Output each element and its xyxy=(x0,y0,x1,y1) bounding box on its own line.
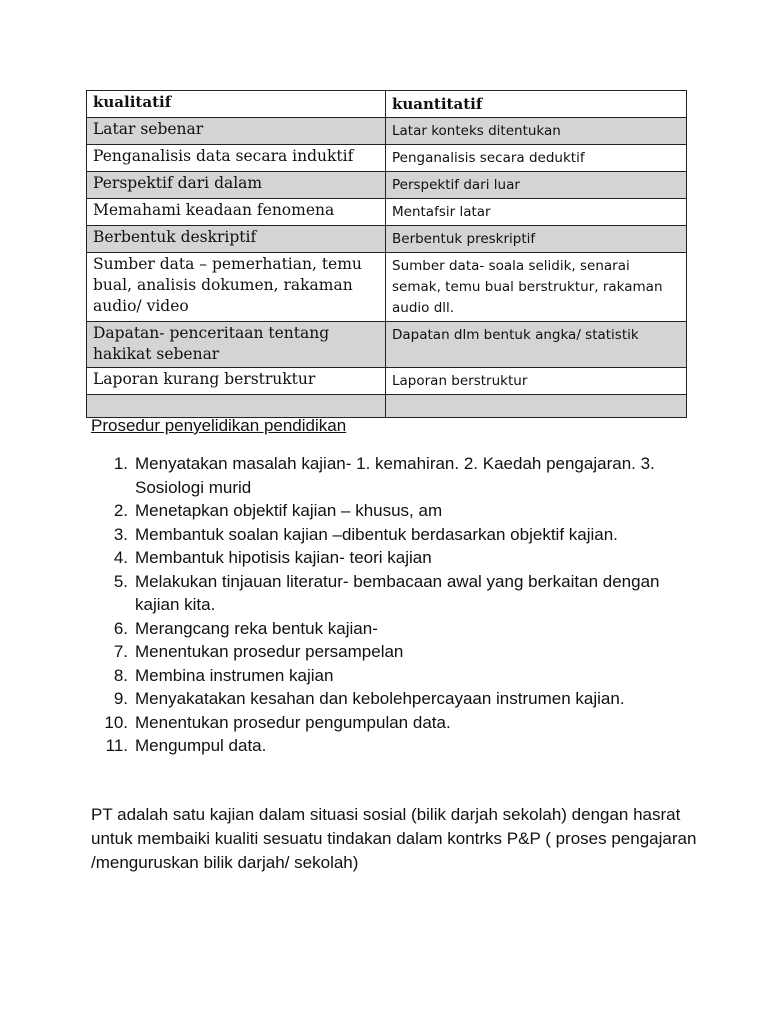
pt-definition-paragraph: PT adalah satu kajian dalam situasi sosial (bilik darjah sekolah) dengan hasrat untuk membaiki kualiti sesuatu tindakan dalam kontrks P&P ( proses pengajaran /menguruskan bilik darjah/ sekolah) xyxy=(91,805,697,872)
list-number: 7. xyxy=(113,642,128,661)
list-item xyxy=(91,734,691,758)
kuantitatif-cell: Laporan berstruktur xyxy=(386,368,687,395)
list-number: 8. xyxy=(113,665,128,685)
procedure-heading: Prosedur penyelidikan pendidikan xyxy=(91,416,347,435)
procedure-list xyxy=(91,452,691,758)
table-header-row xyxy=(87,91,687,118)
table-row xyxy=(87,226,687,253)
kualitatif-cell: Memahami keadaan fenomena xyxy=(87,199,386,226)
list-item xyxy=(91,617,691,641)
list-text: Mengumpul data. xyxy=(135,736,267,755)
list-text: Menentukan prosedur persampelan xyxy=(135,642,404,661)
list-text: Menentukan prosedur pengumpulan data. xyxy=(135,712,451,732)
kualitatif-cell: Laporan kurang berstruktur xyxy=(87,368,386,395)
table-row xyxy=(87,368,687,395)
list-number: 5. xyxy=(113,571,128,591)
list-number: 11. xyxy=(105,736,128,755)
list-number: 6. xyxy=(113,618,128,638)
list-text: Membantuk soalan kajian –dibentuk berdasarkan objektif kajian. xyxy=(135,524,618,544)
list-number: 10. xyxy=(104,712,128,732)
empty-cell xyxy=(87,395,386,418)
list-number: 9. xyxy=(113,689,128,708)
kuantitatif-cell: Mentafsir latar xyxy=(386,199,687,226)
empty-cell xyxy=(386,395,687,418)
list-text: Merangcang reka bentuk kajian- xyxy=(135,618,378,638)
kualitatif-cell: Perspektif dari dalam xyxy=(87,172,386,199)
table-row xyxy=(87,172,687,199)
header-kuantitatif: kuantitatif xyxy=(386,91,687,118)
kuantitatif-cell: Sumber data- soala selidik, senarai semak, temu bual berstruktur, rakaman audio dll. xyxy=(386,253,687,322)
list-item xyxy=(91,664,691,688)
header-kualitatif: kualitatif xyxy=(87,91,386,118)
list-number: 2. xyxy=(113,501,128,520)
kualitatif-cell: Dapatan- penceritaan tentang hakikat sebenar xyxy=(87,322,386,368)
list-item xyxy=(91,711,691,735)
list-text: Melakukan tinjauan literatur- bembacaan awal yang berkaitan dengan kajian kita. xyxy=(135,571,660,614)
table-row xyxy=(87,253,687,322)
table-row xyxy=(87,199,687,226)
list-item xyxy=(91,546,691,570)
empty-table-row xyxy=(87,395,687,418)
list-number: 3. xyxy=(113,524,128,544)
table-row xyxy=(87,145,687,172)
kuantitatif-cell: Perspektif dari luar xyxy=(386,172,687,199)
list-item xyxy=(91,523,691,547)
list-item xyxy=(91,570,691,617)
kualitatif-cell: Latar sebenar xyxy=(87,118,386,145)
list-text: Menyakatakan kesahan dan kebolehpercayaan instrumen kajian. xyxy=(135,689,625,708)
kualitatif-cell: Sumber data – pemerhatian, temu bual, analisis dokumen, rakaman audio/ video xyxy=(87,253,386,322)
kualitatif-cell: Penganalisis data secara induktif xyxy=(87,145,386,172)
list-number: 4. xyxy=(113,548,128,567)
list-item xyxy=(91,452,691,499)
list-item xyxy=(91,499,691,523)
list-number: 1. xyxy=(113,454,128,473)
kuantitatif-cell: Latar konteks ditentukan xyxy=(386,118,687,145)
kuantitatif-cell: Berbentuk preskriptif xyxy=(386,226,687,253)
table-row xyxy=(87,322,687,368)
comparison-table xyxy=(86,90,687,418)
kuantitatif-cell: Penganalisis secara deduktif xyxy=(386,145,687,172)
kualitatif-cell: Berbentuk deskriptif xyxy=(87,226,386,253)
list-text: Membina instrumen kajian xyxy=(135,665,334,685)
list-text: Menetapkan objektif kajian – khusus, am xyxy=(135,501,443,520)
list-text: Menyatakan masalah kajian- 1. kemahiran. 2. Kaedah pengajaran. 3. Sosiologi murid xyxy=(135,454,655,497)
list-text: Membantuk hipotisis kajian- teori kajian xyxy=(135,548,432,567)
list-item xyxy=(91,687,691,711)
table-row xyxy=(87,118,687,145)
kuantitatif-cell: Dapatan dlm bentuk angka/ statistik xyxy=(386,322,687,368)
list-item xyxy=(91,640,691,664)
